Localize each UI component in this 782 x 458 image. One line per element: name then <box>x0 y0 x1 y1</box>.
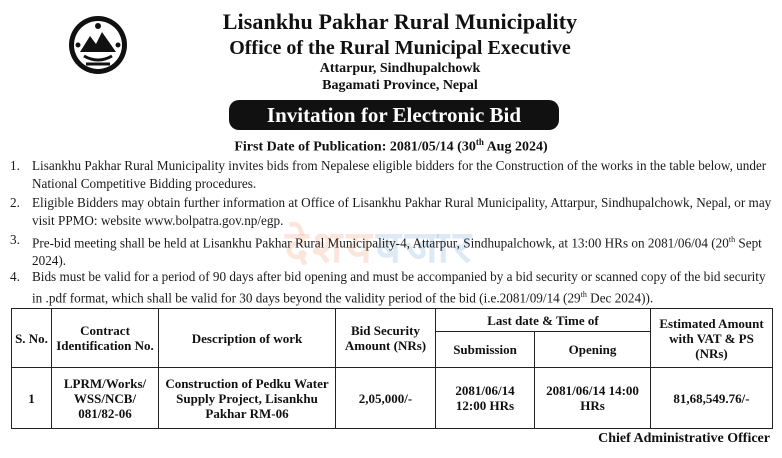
paragraph-number: 1. <box>10 158 20 173</box>
paragraph-sup: th <box>580 290 587 299</box>
watermark-part-a: देशय <box>285 222 376 273</box>
paragraph-number: 3. <box>10 232 20 247</box>
publication-date-tail: Aug 2024) <box>483 139 548 155</box>
cell-sno: 1 <box>12 368 52 429</box>
paragraph-text <box>32 268 772 307</box>
nepal-emblem-icon <box>66 14 130 76</box>
notice-title-banner: Invitation for Electronic Bid <box>229 100 559 130</box>
address-line-2: Bagamati Province, Nepal <box>322 78 478 93</box>
header-bid-security: Bid Security Amount (NRs) <box>336 309 436 368</box>
header-contract-id: Contract Identification No. <box>52 309 159 368</box>
header-last-date-group: Last date & Time of <box>436 309 651 332</box>
paragraph-2 <box>10 194 772 230</box>
publication-date-sup: th <box>475 137 484 147</box>
paragraph-text: Eligible Bidders may obtain further information at Office of Lisankhu Pakhar Rural Municipality, Attarpur, Sindhupalchowk, Nepal, or may visit PPMO: website www.bolpatra.gov.np/egp. <box>32 195 772 228</box>
paragraph-text-b: Dec 2024)). <box>586 290 654 306</box>
paragraph-1 <box>10 157 772 193</box>
header-submission: Submission <box>436 332 535 368</box>
header-description: Description of work <box>159 309 336 368</box>
paragraph-3 <box>10 231 772 270</box>
paragraph-text-b: Sept 2024). <box>32 235 762 269</box>
paragraph-text-a: Bids must be valid for a period of 90 days after bid opening and must be accompanied by a bid security or scanned copy of the bid security in .pdf format, which shall be valid for 30 days beyond the validity period of the bid (i.e.2081/09/14 (29 <box>32 269 766 306</box>
bid-table <box>11 308 773 429</box>
paragraph-text: Lisankhu Pakhar Rural Municipality invites bids from Nepalese eligible bidders for the Construction of the works in the table below, under National Competitive Bidding procedures. <box>32 158 767 191</box>
paragraph-number: 2. <box>10 195 20 210</box>
header-sno: S. No. <box>12 309 52 368</box>
cell-contract-id: LPRM/Works/ WSS/NCB/ 081/82-06 <box>52 368 159 429</box>
signoff: Chief Administrative Officer <box>598 431 770 446</box>
publication-date-label: First Date of Publication: 2081/05/14 (30 <box>234 139 476 155</box>
office-name: Office of the Rural Municipal Executive <box>229 37 571 59</box>
paragraph-4 <box>10 268 772 307</box>
cell-description: Construction of Pedku Water Supply Project, Lisankhu Pakhar RM-06 <box>159 368 336 429</box>
address-line-1: Attarpur, Sindhupalchowk <box>319 61 481 76</box>
paragraph-text <box>32 231 772 270</box>
cell-opening: 2081/06/14 14:00 HRs <box>535 368 651 429</box>
cell-submission: 2081/06/14 12:00 HRs <box>436 368 535 429</box>
paragraph-sup: th <box>728 235 736 244</box>
cell-estimated-amount: 81,68,549.76/- <box>651 368 773 429</box>
header-opening: Opening <box>535 332 651 368</box>
header-estimated-amount: Estimated Amount with VAT & PS (NRs) <box>651 309 773 368</box>
watermark-part-b: बजार <box>375 222 475 273</box>
publication-date <box>0 137 782 156</box>
cell-bid-security: 2,05,000/- <box>336 368 436 429</box>
paragraph-text-a: Pre-bid meeting shall be held at Lisankhu Pakhar Rural Municipality-4, Attarpur, Sindhupalchowk, at 13:00 HRs on 2081/06/04 (20 <box>32 235 729 251</box>
paragraph-number: 4. <box>10 269 20 284</box>
table-row <box>12 368 773 429</box>
municipality-name: Lisankhu Pakhar Rural Municipality <box>222 9 578 34</box>
